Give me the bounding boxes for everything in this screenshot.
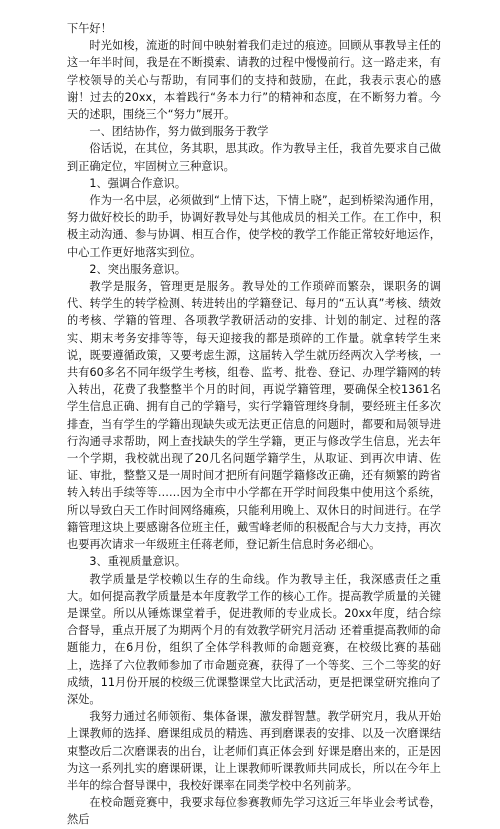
subheading-quality: 3、重视质量意识。 <box>89 555 187 569</box>
quality-paragraph: 教学质量是学校赖以生存的生命线。作为教导主任，我深感责任之重大。如何提高教学质量是本年度教学工作的核心工作。提高教学质量的关键是课堂。所以从锤炼课堂着手，促进教师的专业成长。20xx年度，结合综合督导，重点开展了为期两个月的有效教学研究月活动 还着重提高教师的命题能力，在6月份，组织了全体学科教师的命题竞赛，在校级比赛的基础上，选择了六位教师参加了市命题竞赛，获得了一个等奖、三个二等奖的好成绩，11月份开展的校级三优课整课堂大比武活动，更是把课堂研究推向了深处。 <box>67 572 441 706</box>
section-1-intro: 俗话说，在其位，务其职，思其政。作为教导主任，我首先要求自己做到正确定位，牢固树立三种意识。 <box>67 142 441 173</box>
competition-paragraph: 在校命题竞赛中，我要求每位参赛教师先学习这近三年毕业会考试卷，然后 <box>67 796 441 827</box>
cooperation-paragraph: 作为一名中层，必须做到“上情下达，下情上晓”，起到桥梁沟通作用，努力做好校长的助手，协调好教导处与其他成员的相关工作。在工作中，积极主动沟通、参与协调、相互合作，使学校的教学工作能正常较好地运作，中心工作更好地落实到位。 <box>67 194 441 259</box>
document-body <box>67 20 441 829</box>
subheading-service: 2、突出服务意识。 <box>89 262 187 276</box>
research-paragraph: 我努力通过名师领衔、集体备课，激发群智慧。教学研究月，我从开始上课教师的选择、磨课组成员的精选、再到磨课表的安排、以及一次磨课结束整改后二次磨课表的出台，让老师们真正体会到 好课是磨出来的，正是因为这一系列扎实的磨课研课，让上课教师听课教师共同成长，所以在今年上半年的综合督导课中，我校好课率在同类学校中名列前茅。 <box>67 710 441 792</box>
intro-paragraph: 时光如梭，流逝的时间中映射着我们走过的痕迹。回顾从事教导主任的这一年半时间，我是在不断摸索、请教的过程中慢慢前行。这一路走来，有学校领导的关心与帮助，有同事们的支持和鼓励，在此，我表示衷心的感谢！过去的20xx，本着践行“务本力行”的精神和态度，在不断努力着。今天的述职，围绕三个“努力”展开。 <box>67 39 441 122</box>
service-paragraph: 教学是服务，管理更是服务。教导处的工作琐碎而繁杂，课职务的调代、转学生的转学检测、转进转出的学籍登记、每月的“五认真”考核、绩效的考核、学籍的管理、各项教学教研活动的安排、计划的制定、过程的落实、期末考务安排等等，每天迎接我的都是琐碎的工作量。就拿转学生来说，既要遵循政策，又要考虑生源，这届转入学生就历经两次入学考核，一共有60多名不同年级学生考核，组卷、监考、批卷、登记、办理学籍网的转入转出，花费了我整整半个月的时间，再说学籍管理，要确保全校1361名学生信息正确、拥有自己的学籍号，实行学籍管理终身制，要经班主任多次排查，当有学生的学籍出现缺失或无法更正信息的问题时，都要和局领导进行沟通寻求帮助，网上查找缺失的学生学籍，更正与修改学生信息，光去年一个学期，我校就出现了20几名问题学籍学生，从取证、到再次申请、佐证、审批，整整又是一周时间才把所有问题学籍修改正确，还有频繁的跨省转入转出手续等等……因为全市中小学都在开学时间段集中使用这个系统，所以导致白天工作时间网络瘫痪，只能利用晚上、双休日的时间进行。在学籍管理这块上要感谢各位班主任，戴雪峰老师的积极配合与大力支持，再次也要再次请求一年级班主任蒋老师，登记新生信息时务必细心。 <box>67 280 441 552</box>
subheading-cooperation: 1、强调合作意识。 <box>89 176 187 190</box>
greeting: 下午好！ <box>67 22 112 35</box>
section-heading-1: 一、团结协作，努力做到服务于教学 <box>89 125 269 139</box>
